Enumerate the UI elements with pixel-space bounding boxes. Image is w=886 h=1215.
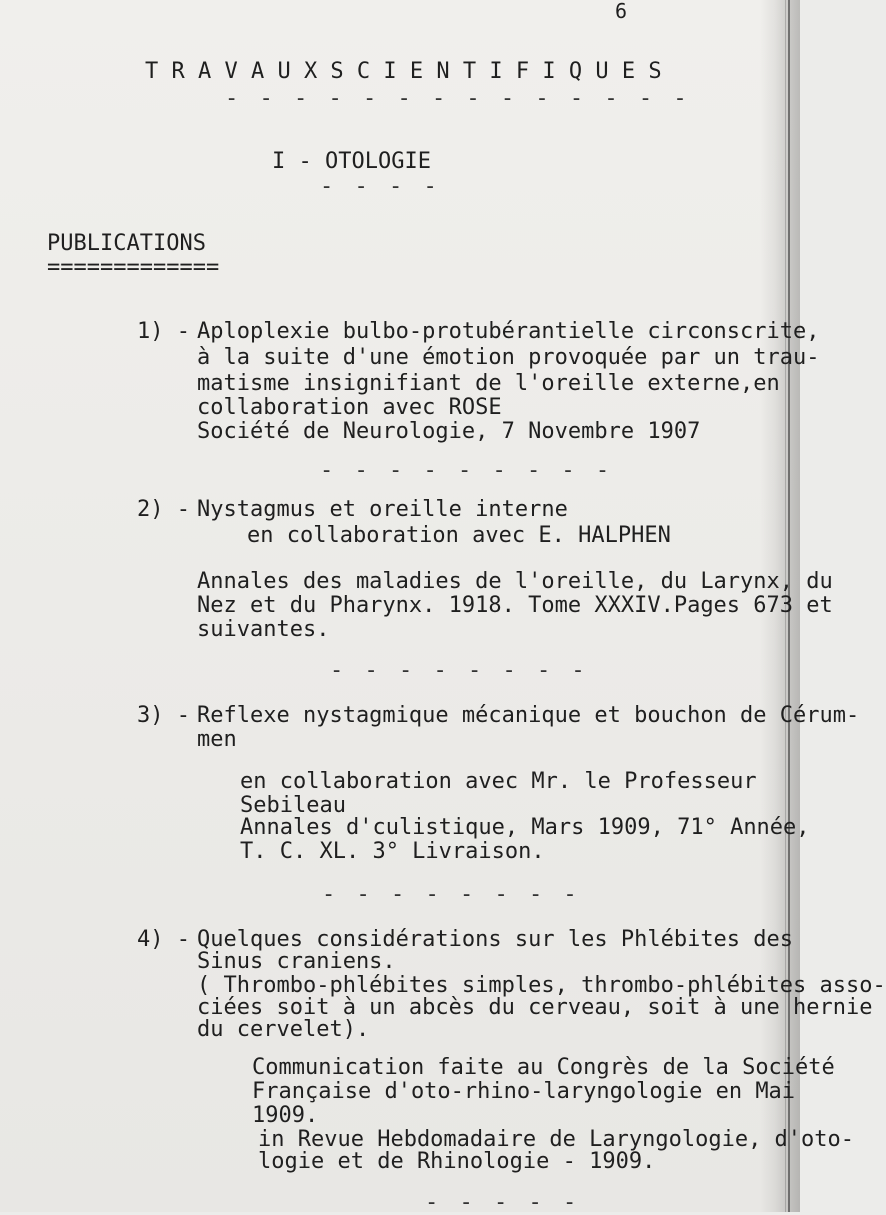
entry-2-line: en collaboration avec E. HALPHEN: [247, 523, 671, 548]
section-title: I - OTOLOGIE: [272, 149, 431, 174]
entry-3-line: Sebileau: [240, 793, 346, 818]
publications-rule: =============: [47, 255, 220, 280]
entry-3-line: T. C. XL. 3° Livraison.: [240, 839, 545, 864]
entry-1-line: collaboration avec ROSE: [197, 395, 502, 420]
publications-heading: PUBLICATIONS: [47, 231, 206, 256]
entry-1-line: Société de Neurologie, 7 Novembre 1907: [197, 419, 701, 444]
section-rule: - - - -: [320, 174, 441, 199]
entry-3-number: 3) -: [137, 703, 190, 728]
entry-3-line: men: [197, 727, 237, 752]
entry-3-line: en collaboration avec Mr. le Professeur: [240, 769, 757, 794]
entry-4-number: 4) -: [137, 927, 190, 952]
entry-1-line: matisme insignifiant de l'oreille externe,en: [197, 371, 780, 396]
entry-4-line: Communication faite au Congrès de la Société: [252, 1055, 835, 1080]
entry-4-line: ( Thrombo-phlébites simples, thrombo-phlébites asso-: [197, 973, 886, 998]
document-title: T R A V A U X S C I E N T I F I Q U E S: [145, 59, 662, 84]
entry-4-line: du cervelet).: [197, 1017, 370, 1042]
entry-2-line: Nystagmus et oreille interne: [197, 497, 568, 522]
entry-3-line: Reflexe nystagmique mécanique et bouchon de Cérum-: [197, 703, 860, 728]
entry-1-line: Aploplexie bulbo-protubérantielle circonscrite,: [197, 319, 820, 344]
entry-4-line: in Revue Hebdomadaire de Laryngologie, d'oto-: [258, 1127, 855, 1152]
entry-2-line: Annales des maladies de l'oreille, du Larynx, du: [197, 569, 833, 594]
entry-4-line: Sinus craniens.: [197, 949, 396, 974]
entry-4-separator: - - - - -: [425, 1190, 581, 1215]
entry-2-number: 2) -: [137, 497, 190, 522]
entry-3-separator: - - - - - - - -: [322, 882, 581, 907]
entry-1-separator: - - - - - - - - -: [320, 458, 614, 483]
entry-4-line: ciées soit à un abcès du cerveau, soit à une hernie: [197, 995, 873, 1020]
entry-4-line: logie et de Rhinologie - 1909.: [258, 1149, 656, 1174]
entry-1-number: 1) -: [137, 319, 190, 344]
page-number: 6: [615, 0, 628, 23]
entry-4-line: Quelques considérations sur les Phlébites des: [197, 927, 794, 952]
entry-4-line: 1909.: [252, 1103, 319, 1128]
entry-3-line: Annales d'culistique, Mars 1909, 71° Année,: [240, 815, 810, 840]
entry-2-line: Nez et du Pharynx. 1918. Tome XXXIV.Pages 673 et: [197, 593, 833, 618]
entry-4-line: Française d'oto-rhino-laryngologie en Mai: [252, 1079, 796, 1104]
entry-2-separator: - - - - - - - -: [330, 658, 589, 683]
entry-1-line: à la suite d'une émotion provoquée par un trau-: [197, 345, 820, 370]
entry-2-line: suivantes.: [197, 617, 330, 642]
title-rule: - - - - - - - - - - - - - -: [225, 86, 691, 111]
